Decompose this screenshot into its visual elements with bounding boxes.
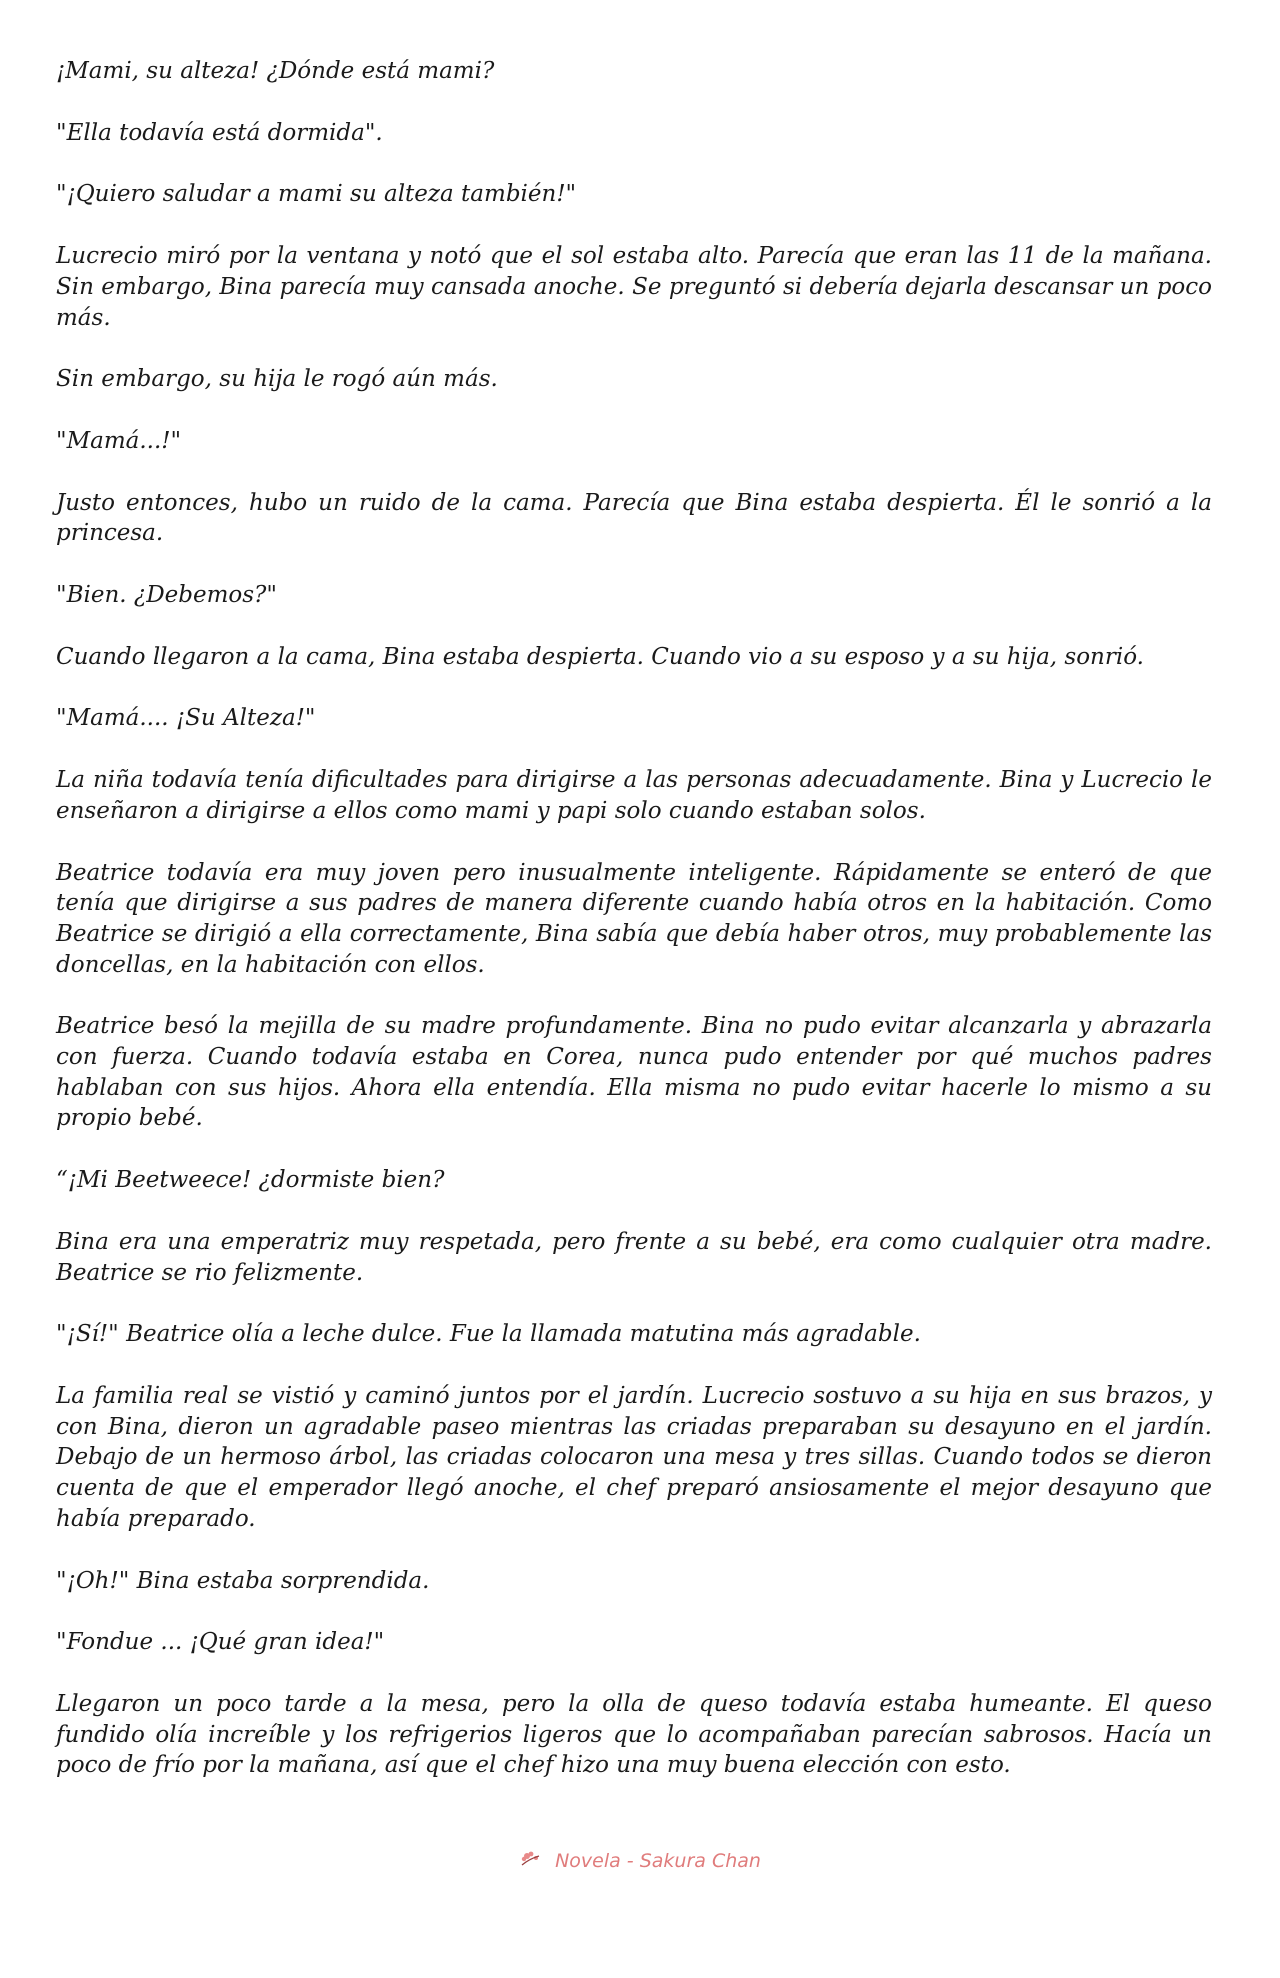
paragraph: “¡Mi Beetweece! ¿dormiste bien? [56,1167,445,1194]
paragraph: Beatrice besó la mejilla de su madre profundamente. Bina no pudo evitar alcanzarla y abrazarla con fuerza. Cuando todavía estaba en Corea, nunca pudo entender por qué muchos padres hablaban con sus hijos. Ahora ella entendía. Ella misma no pudo evitar hacerle lo mismo a su propio bebé. [56,1013,1212,1132]
paragraph: La niña todavía tenía dificultades para dirigirse a las personas adecuadamente. Bina y Lucrecio le enseñaron a dirigirse a ellos como mami y papi solo cuando estaban solos. [56,767,1212,824]
paragraph: Lucrecio miró por la ventana y notó que el sol estaba alto. Parecía que eran las 11 de la mañana. Sin embargo, Bina parecía muy cansada anoche. Se preguntó si debería dejarla descansar un poco más. [56,243,1212,331]
paragraph: "¡Oh!" Bina estaba sorprendida. [56,1567,430,1594]
cherry-blossom-icon [519,1850,543,1870]
paragraph: Bina era una emperatriz muy respetada, pero frente a su bebé, era como cualquier otra madre. Beatrice se rio felizmente. [56,1228,1212,1286]
paragraph: "¡Sí!" Beatrice olía a leche dulce. Fue la llamada matutina más agradable. [56,1321,921,1348]
paragraph: Llegaron un poco tarde a la mesa, pero la olla de queso todavía estaba humeante. El queso fundido olía increíble y los refrigerios ligeros que lo acompañaban parecían sabrosos. Hacía un poco de frío por la mañana, así que el chef hizo una muy buena elección con esto. [56,1690,1212,1779]
paragraph: Beatrice todavía era muy joven pero inusualmente inteligente. Rápidamente se enteró de que tenía que dirigirse a sus padres de manera diferente cuando había otros en la habitación. Como Beatrice se dirigió a ella correctamente, Bina sabía que debía haber otros, muy probablemente las doncellas, en la habitación con ellos. [56,859,1212,978]
watermark-text: Novela - Sakura Chan [555,1850,761,1872]
document-body [56,56,1212,1812]
paragraph: Cuando llegaron a la cama, Bina estaba despierta. Cuando vio a su esposo y a su hija, sonrió. [56,643,1144,670]
paragraph: "Mamá...!" [56,427,182,454]
paragraph: "Mamá.... ¡Su Alteza!" [56,705,316,732]
paragraph: "Fondue ... ¡Qué gran idea!" [56,1629,385,1656]
paragraph: ¡Mami, su alteza! ¿Dónde está mami? [56,58,495,84]
paragraph: "Bien. ¿Debemos?" [56,582,277,609]
paragraph: "¡Quiero saludar a mami su alteza también!" [56,181,577,208]
watermark-footer [0,1850,1280,1872]
paragraph: La familia real se vistió y caminó juntos por el jardín. Lucrecio sostuvo a su hija en sus brazos, y con Bina, dieron un agradable paseo mientras las criadas preparaban su desayuno en el jardín. Debajo de un hermoso árbol, las criadas colocaron una mesa y tres sillas. Cuando todos se dieron cuenta de que el emperador llegó anoche, el chef preparó ansiosamente el mejor desayuno que había preparado. [56,1382,1212,1532]
paragraph: "Ella todavía está dormida". [56,119,383,146]
paragraph: Sin embargo, su hija le rogó aún más. [56,366,498,393]
paragraph: Justo entonces, hubo un ruido de la cama. Parecía que Bina estaba despierta. Él le sonrió a la princesa. [56,489,1212,547]
